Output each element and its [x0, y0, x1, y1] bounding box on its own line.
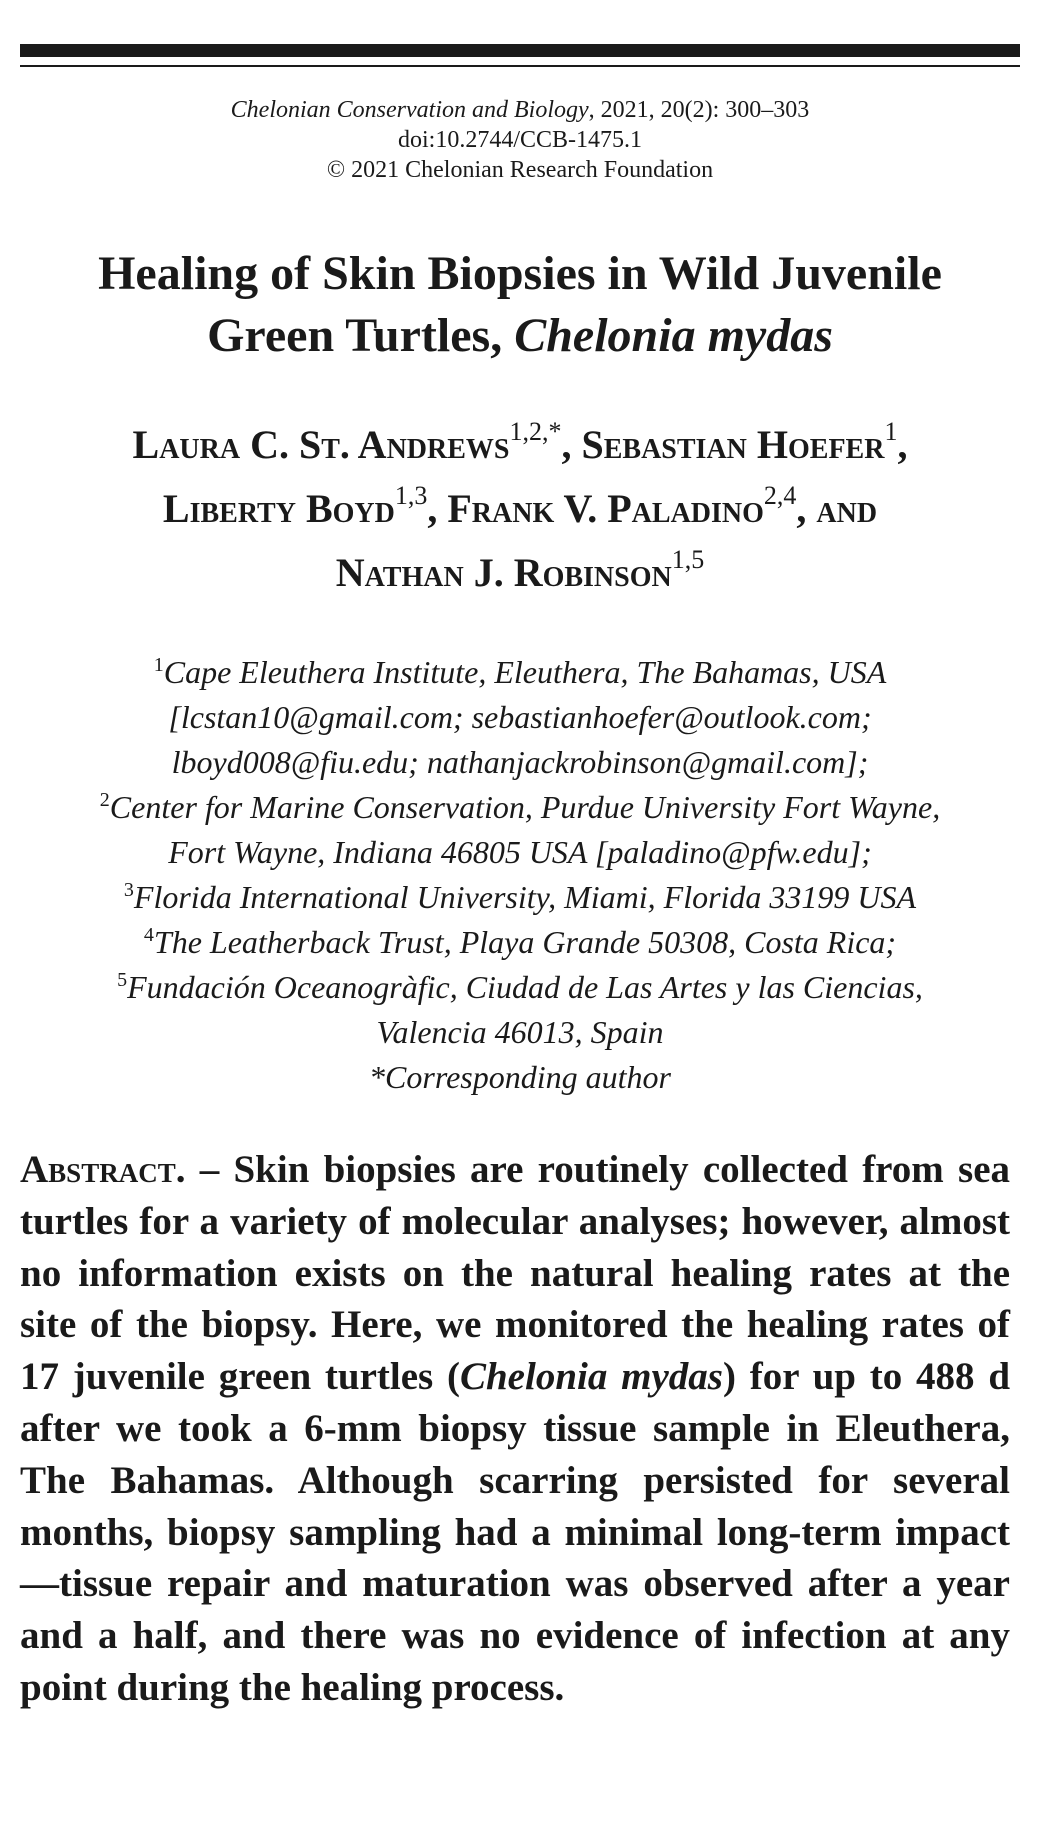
- affiliation-text: The Leatherback Trust, Playa Grande 50308, Costa Rica;: [153, 924, 897, 960]
- header-rule-thick: [20, 44, 1020, 57]
- affiliation-text: Center for Marine Conservation, Purdue University Fort Wayne,: [109, 789, 941, 825]
- affiliation-line: [10, 1010, 1030, 1055]
- author-name: Liberty Boyd: [162, 486, 395, 531]
- affiliation-text: Fort Wayne, Indiana 46805 USA [paladino@pfw.edu];: [168, 834, 872, 870]
- journal-header: [0, 95, 1040, 185]
- affiliation-text: *Corresponding author: [369, 1059, 671, 1095]
- citation-details: , 2021, 20(2): 300–303: [588, 97, 810, 123]
- doi: doi:10.2744/CCB-1475.1: [397, 127, 643, 153]
- author-line-1: Laura C. St. Andrews$^{1,2,*}$, Sebastian Hoefer$^1$,: [132, 417, 908, 467]
- corresponding-author-note: [10, 1055, 1030, 1100]
- affiliation-text: Valencia 46013, Spain: [376, 1014, 664, 1050]
- affiliations: [10, 650, 1030, 1100]
- affiliation-line: [10, 695, 1030, 740]
- author-name: Sebastian Hoefer: [581, 422, 885, 467]
- abstract-dash: –: [185, 1148, 234, 1191]
- author-name: Laura C. St. Andrews: [132, 422, 510, 467]
- affiliation-line: [10, 965, 1030, 1010]
- affiliation-text: lboyd008@fiu.edu; nathanjackrobinson@gmail.com];: [171, 744, 869, 780]
- affiliation-number: 1: [153, 654, 164, 676]
- author-line-3: [10, 541, 1030, 605]
- citation-line: [0, 95, 1040, 125]
- title-line-2: [40, 305, 1000, 367]
- author-list: [10, 413, 1030, 605]
- affiliation-line: [10, 920, 1030, 965]
- author-affiliation-marker: 2,4: [763, 481, 797, 510]
- copyright: © 2021 Chelonian Research Foundation: [326, 157, 714, 183]
- affiliation-text: Fundación Oceanogràfic, Ciudad de Las Artes y las Ciencias,: [127, 969, 923, 1005]
- affiliation-line: [10, 650, 1030, 695]
- abstract-label: Abstract.: [20, 1148, 186, 1191]
- title-latin-name: Chelonia mydas: [514, 309, 833, 362]
- title-line-1: Healing of Skin Biopsies in Wild Juvenile: [98, 247, 942, 300]
- author-affiliation-marker: 1: [884, 417, 898, 446]
- author-line-2: Liberty Boyd$^{1,3}$, Frank V. Paladino$^{2,4}$, and: [162, 481, 878, 531]
- author-affiliation-marker: 1,5: [671, 545, 705, 574]
- header-rule-thin: [20, 65, 1020, 67]
- affiliation-line: [10, 830, 1030, 875]
- affiliation-line: [10, 875, 1030, 920]
- abstract-text: ) for up to 488 d after we took a 6-mm biopsy tissue sample in Eleuthera, The Bahamas. Although scarring persisted for several months, biopsy sampling had a minimal long-term impact—tissue repair and maturation was observed after a year and a half, and there was no evidence of infection at any point during the healing process.: [20, 1355, 1011, 1709]
- affiliation-number: 2: [99, 789, 110, 811]
- author-affiliation-marker: 1,2,*: [509, 417, 562, 446]
- affiliation-text: Cape Eleuthera Institute, Eleuthera, The Bahamas, USA: [163, 654, 887, 690]
- author-affiliation-marker: 1,3: [394, 481, 428, 510]
- title-prefix: Green Turtles,: [207, 309, 515, 362]
- author-name: Frank V. Paladino: [447, 486, 764, 531]
- affiliation-line: [10, 785, 1030, 830]
- abstract-text: Skin biopsies are routinely collected from sea turtles for a variety of molecular analyses; however, almost no information exists on the natural healing rates at the site of the biopsy. Here, we monitored the healing rates of 17 juvenile green turtles (: [20, 1148, 1011, 1399]
- affiliation-number: 3: [123, 879, 134, 901]
- affiliation-text: [lcstan10@gmail.com; sebastianhoefer@outlook.com;: [168, 699, 872, 735]
- affiliation-number: 5: [117, 969, 128, 991]
- affiliation-line: [10, 740, 1030, 785]
- author-conjunction: and: [816, 486, 878, 531]
- article-title: [40, 243, 1000, 367]
- abstract: [20, 1144, 1010, 1714]
- abstract-latin-name: Chelonia mydas: [459, 1355, 723, 1399]
- journal-name: Chelonian Conservation and Biology: [230, 97, 589, 123]
- affiliation-text: Florida International University, Miami, Florida 33199 USA: [133, 879, 917, 915]
- author-name: Nathan J. Robinson: [335, 550, 672, 595]
- affiliation-number: 4: [143, 924, 154, 946]
